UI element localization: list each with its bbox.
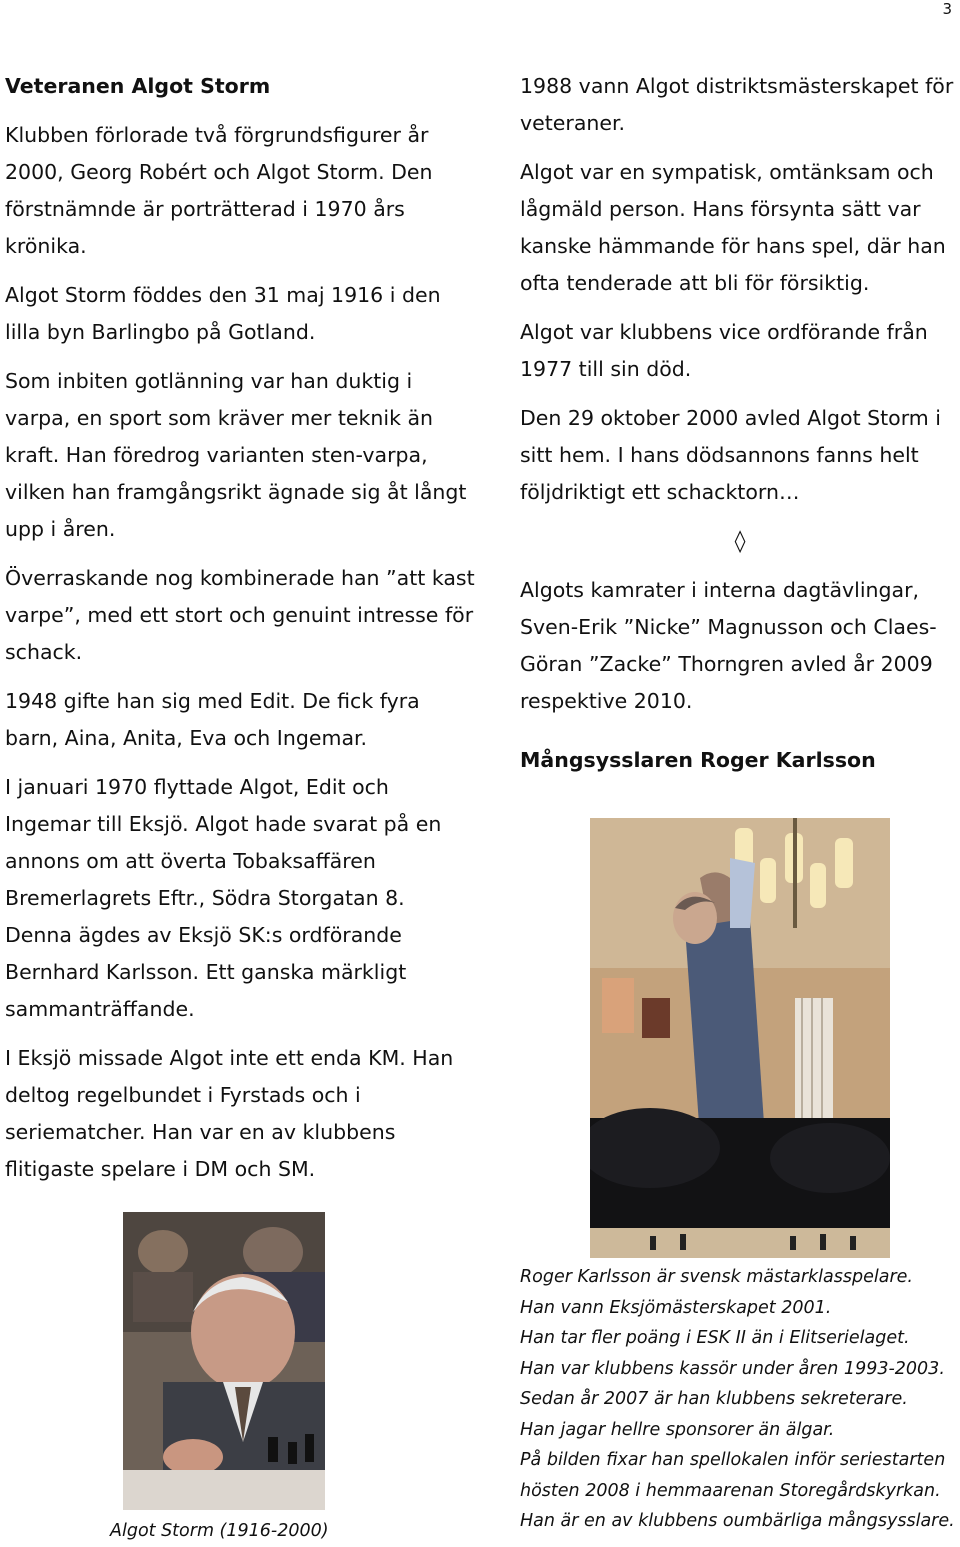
caption-line: Han vann Eksjömästerskapet 2001.: [520, 1297, 832, 1318]
caption-line: Han var klubbens kassör under åren 1993-2003.: [520, 1358, 945, 1379]
caption-line: Han tar fler poäng i ESK II än i Elitserielaget.: [520, 1328, 910, 1348]
caption-line: Roger Karlsson är svensk mästarklasspelare.: [520, 1267, 913, 1287]
paragraph: 1988 vann Algot distriktsmästerskapet för veteraner.: [520, 74, 954, 135]
article-heading: Veteranen Algot Storm: [5, 74, 271, 98]
paragraph: Algot var en sympatisk, omtänksam och lågmäld person. Hans försynta sätt var kanske hämmande för hans spel, där han ofta tenderade att bli för försiktig.: [520, 160, 946, 295]
paragraph: Som inbiten gotlänning var han duktig i varpa, en sport som kräver mer teknik än kraft. Han föredrog varianten sten-varpa, vilken han framgångsrikt ägnade sig åt långt upp i åren.: [5, 369, 467, 541]
paragraph: Klubben förlorade två förgrundsfigurer år 2000, Georg Robért och Algot Storm. Den förstnämnde är porträtterad i 1970 års krönika.: [5, 123, 433, 258]
caption-line: hösten 2008 i hemmaarenan Storegårdskyrkan.: [520, 1480, 941, 1501]
paragraph: Överraskande nog kombinerade han ”att kast varpe”, med ett stort och genuint intresse för schack.: [5, 566, 475, 664]
left-column: [5, 68, 475, 1200]
right-column: [520, 68, 960, 791]
roger-karlsson-photo: [590, 818, 890, 1258]
algot-photo-caption: Algot Storm (1916-2000): [110, 1521, 329, 1541]
paragraph: 1948 gifte han sig med Edit. De fick fyra barn, Aina, Anita, Eva och Ingemar.: [5, 689, 420, 750]
roger-photo-caption: [520, 1262, 960, 1537]
paragraph: I Eksjö missade Algot inte ett enda KM. Han deltog regelbundet i Fyrstads och i seriematcher. Han var en av klubbens flitigaste spelare i DM och SM.: [5, 1046, 454, 1181]
paragraph: Algot var klubbens vice ordförande från 1977 till sin död.: [520, 320, 928, 381]
caption-line: Han är en av klubbens oumbärliga mångsysslare.: [520, 1511, 955, 1531]
paragraph: Algot Storm föddes den 31 maj 1916 i den lilla byn Barlingbo på Gotland.: [5, 283, 441, 344]
paragraph: Algots kamrater i interna dagtävlingar, Sven-Erik ”Nicke” Magnusson och Claes-Göran ”Zacke” Thorngren avled år 2009 respektive 2010.: [520, 578, 937, 713]
paragraph: Den 29 oktober 2000 avled Algot Storm i sitt hem. I hans dödsannons fanns helt följdriktigt ett schacktorn…: [520, 406, 941, 504]
page-number: 3: [942, 0, 952, 18]
paragraph: I januari 1970 flyttade Algot, Edit och Ingemar till Eksjö. Algot hade svarat på en annons om att överta Tobaksaffären Bremerlagrets Eftr., Södra Storgatan 8. Denna ägdes av Eksjö SK:s ordförande Bernhard Karlsson. Ett ganska märkligt sammanträffande.: [5, 775, 442, 1021]
caption-line: På bilden fixar han spellokalen inför seriestarten: [520, 1450, 946, 1470]
section-divider: ◊: [734, 529, 746, 554]
algot-storm-photo: [123, 1212, 325, 1510]
section-heading: Mångsysslaren Roger Karlsson: [520, 748, 876, 772]
caption-line: Han jagar hellre sponsorer än älgar.: [520, 1419, 835, 1440]
caption-line: Sedan år 2007 är han klubbens sekreterare.: [520, 1389, 908, 1409]
